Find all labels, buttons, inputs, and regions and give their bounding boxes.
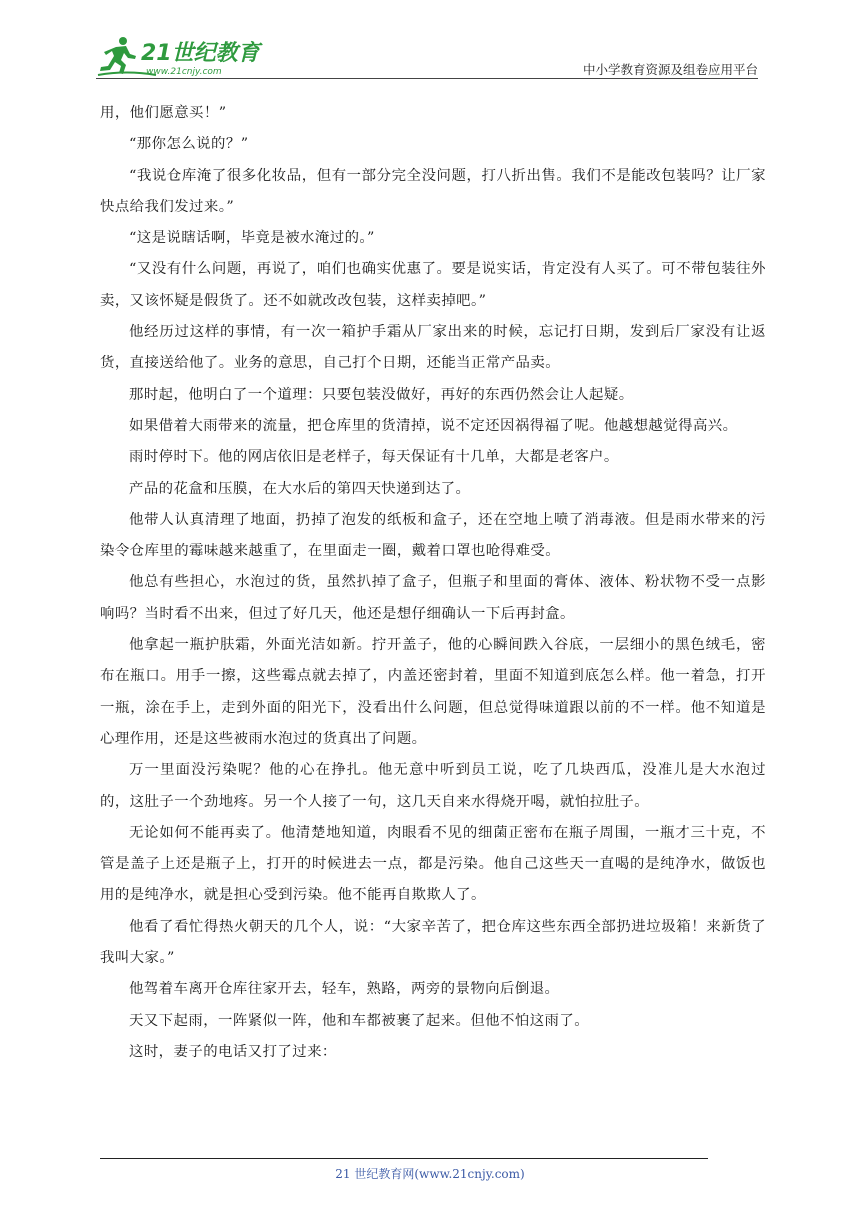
paragraph: 天又下起雨，一阵紧似一阵，他和车都被裹了起来。但他不怕这雨了。 [129, 1012, 590, 1029]
footer-source: 21 世纪教育网(www.21cnjy.com) [335, 1167, 525, 1181]
paragraph: 他经历过这样的事情，有一次一箱护手霜从厂家出来的时候，忘记打日期，发到后厂家没有让返货，直接送给他了。业务的意思，自己打个日期，还能当正常产品卖。 [100, 324, 766, 372]
paragraph: “我说仓库淹了很多化妆品，但有一部分完全没问题，打八折出售。我们不是能改包装吗？让厂家快点给我们发过来。” [100, 167, 766, 215]
paragraph: 用，他们愿意买！” [100, 105, 227, 121]
paragraph: “那你怎么说的？” [129, 136, 249, 153]
svg-text:www.21cnjy.com: www.21cnjy.com [146, 67, 222, 77]
platform-name: 中小学教育资源及组卷应用平台 [582, 62, 758, 77]
paragraph: 他拿起一瓶护肤霜，外面光洁如新。拧开盖子，他的心瞬间跌入谷底，一层细小的黑色绒毛，密布在瓶口。用手一擦，这些霉点就去掉了，内盖还密封着，里面不知道到底怎么样。他一着急，打开一瓶，涂在手上，走到外面的阳光下，没看出什么问题，但总觉得味道跟以前的不一样。他不知道是心理作用，还是这些被雨水泡过的货真出了问题。 [100, 637, 766, 747]
paragraph: 产品的花盒和压膜，在大水后的第四天快递到达了。 [129, 480, 471, 497]
paragraph: 那时起，他明白了一个道理：只要包装没做好，再好的东西仍然会让人起疑。 [129, 386, 634, 403]
paragraph: 他总有些担心，水泡过的货，虽然扒掉了盒子，但瓶子和里面的膏体、液体、粉状物不受一点影响吗？当时看不出来，但过了好几天，他还是想仔细确认一下后再封盒。 [100, 574, 766, 622]
paragraph: 他驾着车离开仓库往家开去，轻车，熟路，两旁的景物向后倒退。 [129, 981, 560, 998]
paragraph: 雨时停时下。他的网店依旧是老样子，每天保证有十几单，大都是老客户。 [129, 449, 619, 466]
svg-text:21世纪教育: 21世纪教育 [141, 41, 260, 66]
paragraph: “这是说瞎话啊，毕竟是被水淹过的。” [129, 230, 375, 247]
paragraph: 这时，妻子的电话又打了过来： [129, 1043, 337, 1060]
paragraph: “又没有什么问题，再说了，咱们也确实优惠了。要是说实话，肯定没有人买了。可不带包装往外卖，又该怀疑是假货了。还不如就改改包装，这样卖掉吧。” [100, 261, 766, 309]
header-divider [96, 78, 758, 79]
paragraph: 他看了看忙得热火朝天的几个人，说：“大家辛苦了，把仓库这些东西全部扔进垃圾箱！来新货了我叫大家。” [100, 918, 766, 967]
footer-divider [100, 1158, 708, 1159]
21cnjy-logo [96, 34, 266, 78]
paragraph: 他带人认真清理了地面，扔掉了泡发的纸板和盒子，还在空地上喷了消毒液。但是雨水带来的污染令仓库里的霉味越来越重了，在里面走一圈，戴着口罩也呛得难受。 [100, 511, 766, 560]
paragraph: 如果借着大雨带来的流量，把仓库里的货清掉，说不定还因祸得福了呢。他越想越觉得高兴。 [129, 417, 738, 434]
paragraph: 无论如何不能再卖了。他清楚地知道，肉眼看不见的细菌正密布在瓶子周围，一瓶才三十克，不管是盖子上还是瓶子上，打开的时候进去一点，都是污染。他自己这些天一直喝的是纯净水，做饭也用的是纯净水，就是担心受到污染。他不能再自欺欺人了。 [100, 824, 766, 904]
paragraph: 万一里面没污染呢？他的心在挣扎。他无意中听到员工说，吃了几块西瓜，没准儿是大水泡过的，这肚子一个劲地疼。另一个人接了一句，这几天自来水得烧开喝，就怕拉肚子。 [100, 762, 766, 810]
page-header [96, 34, 758, 80]
article-body [100, 98, 766, 1068]
